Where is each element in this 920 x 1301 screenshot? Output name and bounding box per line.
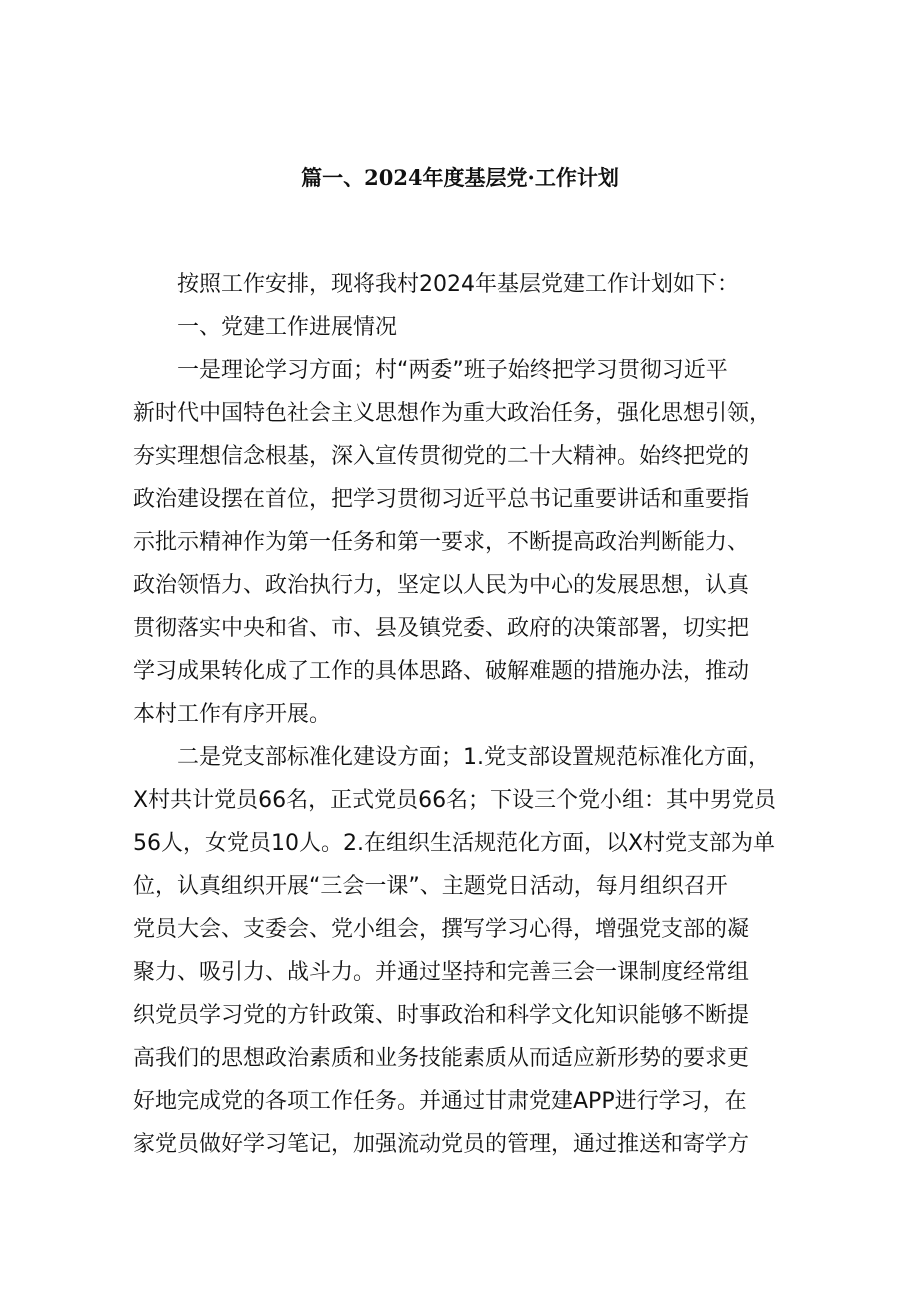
text-line: 按照工作安排，现将我村2024年基层党建工作计划如下： xyxy=(177,272,739,297)
text-line: 政治领悟力、政治执行力，坚定以人民为中心的发展思想，认真 xyxy=(133,573,750,598)
text-line: 高我们的思想政治素质和业务技能素质从而适应新形势的要求更 xyxy=(133,1046,750,1071)
text-line: 56人，女党员10人。2.在组织生活规范化方面，以X村党支部为单 xyxy=(133,831,776,856)
text-line: 示批示精神作为第一任务和第一要求，不断提高政治判断能力、 xyxy=(133,530,750,555)
text-line: 家党员做好学习笔记，加强流动党员的管理，通过推送和寄学方 xyxy=(133,1132,750,1157)
text-line: 政治建设摆在首位，把学习贯彻习近平总书记重要讲话和重要指 xyxy=(133,487,750,512)
section-heading xyxy=(133,306,793,349)
text-line: 学习成果转化成了工作的具体思路、破解难题的措施办法，推动 xyxy=(133,659,750,684)
text-line: 一是理论学习方面；村“两委”班子始终把学习贯彻习近平 xyxy=(177,358,728,383)
text-line: 聚力、吸引力、战斗力。并通过坚持和完善三会一课制度经常组 xyxy=(133,960,750,985)
paragraph-intro xyxy=(133,263,793,306)
text-line: 位，认真组织开展“三会一课”、主题党日活动，每月组织召开 xyxy=(133,874,728,899)
text-line: 织党员学习党的方针政策、时事政治和科学文化知识能够不断提 xyxy=(133,1003,750,1028)
text-line: 一、党建工作进展情况 xyxy=(177,315,398,340)
text-line: 二是党支部标准化建设方面；1.党支部设置规范标准化方面， xyxy=(177,745,770,770)
text-line: 好地完成党的各项工作任务。并通过甘肃党建APP进行学习，在 xyxy=(133,1089,747,1114)
document-body xyxy=(133,263,793,1166)
text-line: 夯实理想信念根基，深入宣传贯彻党的二十大精神。始终把党的 xyxy=(133,444,750,469)
paragraph-theory-study xyxy=(133,349,793,736)
text-line: 本村工作有序开展。 xyxy=(133,702,332,727)
paragraph-branch-standardization xyxy=(133,736,793,1166)
text-line: 党员大会、支委会、党小组会，撰写学习心得，增强党支部的凝 xyxy=(133,917,750,942)
text-line: 贯彻落实中央和省、市、县及镇党委、政府的决策部署，切实把 xyxy=(133,616,750,641)
text-line: X村共计党员66名，正式党员66名；下设三个党小组：其中男党员 xyxy=(133,788,777,813)
document-title: 篇一、2024年度基层党·工作计划 xyxy=(301,165,619,190)
text-line: 新时代中国特色社会主义思想作为重大政治任务，强化思想引领， xyxy=(133,401,772,426)
